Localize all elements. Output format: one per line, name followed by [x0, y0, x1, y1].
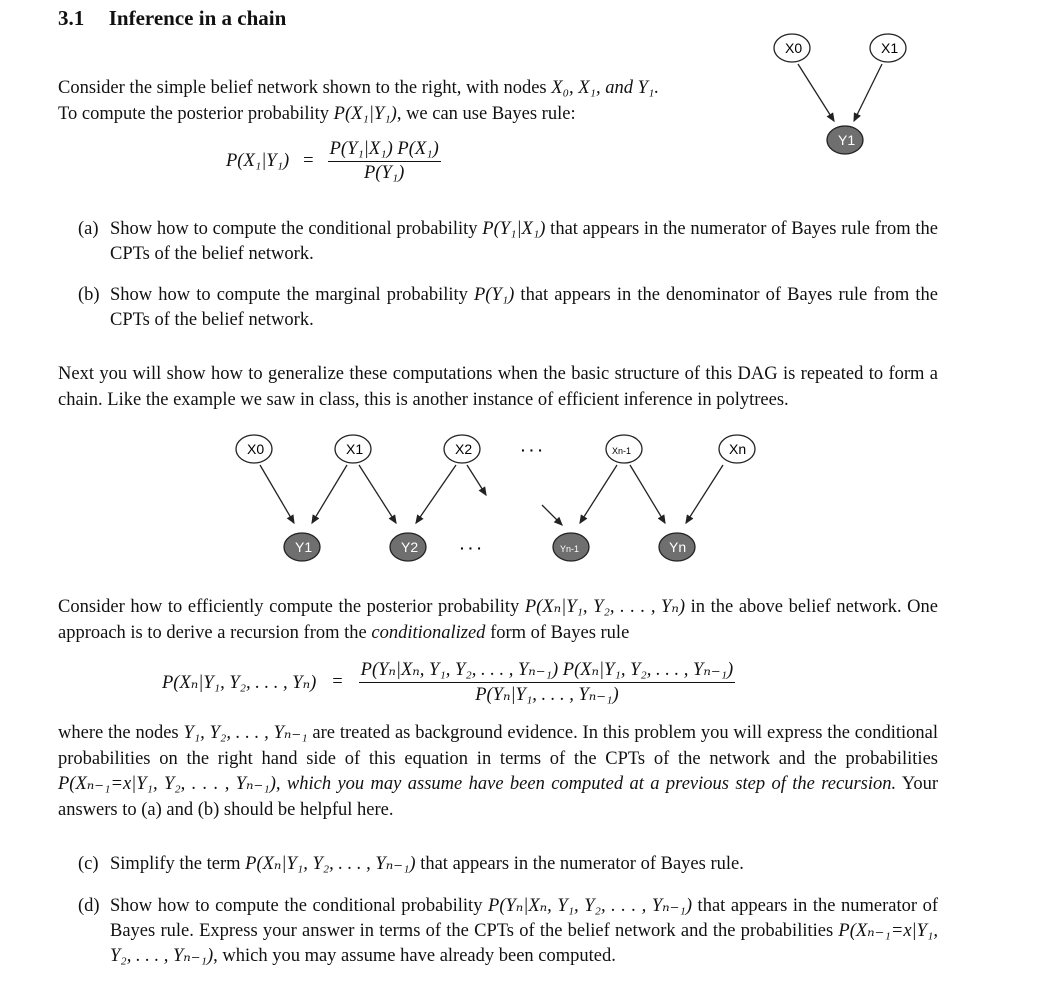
- item-c-label: (c): [78, 854, 99, 874]
- edge-in-yn-1: [542, 505, 562, 525]
- intro-expr: P(X₁|Y₁): [333, 103, 397, 124]
- where-text-3: Your answers to (a) and (b) should be helpful here.: [58, 774, 939, 820]
- consider-text-1: Consider how to efficiently compute the posterior probability: [58, 597, 525, 617]
- bayes-equation: [226, 139, 441, 184]
- chain-intro-text: Next you will show how to generalize these computations when the basic structure of this DAG is repeated to form a chain. Like the example we saw in class, this is another instance of efficient inference in polytrees.: [58, 364, 938, 410]
- top-ellipsis: · · ·: [521, 442, 543, 458]
- edge-xn-1-yn: [630, 465, 665, 523]
- item-c-expr: P(Xₙ|Y₁, Y₂, . . . , Yₙ₋₁): [245, 854, 416, 874]
- node-x1: [870, 34, 906, 62]
- where-text-2: are treated as background evidence. In this problem you will express the conditional probabilities on the right hand side of this equation in terms of the CPTs of the network and the probabilities: [58, 723, 938, 769]
- consider-text-3: form of Bayes rule: [485, 622, 630, 643]
- node-y1-label: Y1: [838, 132, 856, 148]
- node-x2: [444, 435, 480, 463]
- intro-nodes: X₀, X₁, and Y₁.: [551, 78, 659, 98]
- recursion-lhs: P(Xₙ|Y₁, Y₂, . . . , Yₙ): [162, 672, 317, 693]
- where-paragraph: [58, 721, 938, 823]
- section-number: 3.1: [58, 6, 85, 30]
- node-xn: [719, 435, 755, 463]
- item-b-text-2: that appears in the denominator of Bayes rule from the CPTs of the belief network.: [110, 285, 938, 330]
- edge-x0-y1: [260, 465, 294, 523]
- item-d-text-1: Show how to compute the conditional probability: [110, 896, 489, 916]
- item-b: [78, 283, 938, 333]
- item-a: [78, 217, 938, 267]
- recursion-equation: [162, 659, 735, 706]
- edge-x1-y1: [312, 465, 347, 523]
- node-yn: [659, 533, 695, 561]
- intro-text-2: To compute the posterior probability: [58, 103, 334, 124]
- bayes-denominator: P(Y₁): [364, 163, 405, 183]
- node-y2-label: Y2: [401, 539, 419, 555]
- item-c-text-2: that appears in the numerator of Bayes rule.: [415, 854, 744, 874]
- node-x1-label: X1: [346, 441, 364, 457]
- item-b-label: (b): [78, 285, 100, 305]
- edge-x2-y2: [416, 465, 456, 523]
- edge-xn-1-yn-1: [580, 465, 617, 523]
- recursion-equals: =: [332, 672, 343, 692]
- node-xn-1: [606, 435, 642, 463]
- item-c-text-1: Simplify the term: [110, 854, 246, 874]
- small-belief-network: [760, 24, 930, 164]
- edge-x0-y1: [798, 64, 834, 121]
- node-x0-label: X0: [247, 441, 265, 457]
- where-text-1: where the nodes: [58, 723, 184, 743]
- intro-paragraph: [58, 76, 758, 127]
- bayes-numerator: P(Y₁|X₁) P(X₁): [328, 139, 441, 162]
- item-d-text-3: , which you may assume have already been computed.: [213, 946, 616, 966]
- where-emph: , which you may assume have been computed at a previous step of the recursion.: [275, 774, 897, 794]
- node-x1-label: X1: [881, 40, 899, 56]
- equals-sign: =: [303, 151, 314, 171]
- node-yn-label: Yn: [669, 539, 687, 555]
- bayes-fraction: [328, 139, 441, 184]
- edge-x2-out: [467, 465, 486, 495]
- edge-xn-yn: [686, 465, 723, 523]
- item-b-expr: P(Y₁): [473, 285, 515, 305]
- intro-text-3: , we can use Bayes rule:: [396, 103, 576, 124]
- bottom-ellipsis: · · ·: [460, 540, 482, 556]
- item-a-label: (a): [78, 219, 99, 239]
- chain-intro-paragraph: [58, 362, 938, 413]
- section-title: Inference in a chain: [108, 6, 287, 30]
- where-nodes: Y₁, Y₂, . . . , Yₙ₋₁: [183, 723, 308, 743]
- item-d-text-2: that appears in the numerator of Bayes rule. Express your answer in terms of the CPTs of the belief network and the probabilities: [110, 896, 938, 941]
- item-d-label: (d): [78, 896, 100, 916]
- node-x0: [774, 34, 810, 62]
- node-y2: [390, 533, 426, 561]
- node-y1: [284, 533, 320, 561]
- node-x1: [335, 435, 371, 463]
- where-expr: P(Xₙ₋₁=x|Y₁, Y₂, . . . , Yₙ₋₁): [58, 774, 276, 794]
- item-a-text-1: Show how to compute the conditional probability: [110, 219, 483, 239]
- recursion-numerator: P(Yₙ|Xₙ, Y₁, Y₂, . . . , Yₙ₋₁) P(Xₙ|Y₁, Y₂, . . . , Yₙ₋₁): [359, 659, 736, 683]
- node-xn-1-label: Xn-1: [612, 446, 632, 456]
- chain-belief-network: [220, 425, 780, 575]
- item-d-expr-2: P(Xₙ₋₁=x|Y₁, Y₂, . . . , Yₙ₋₁): [110, 921, 938, 966]
- item-a-text-2: that appears in the numerator of Bayes rule from the CPTs of the belief network.: [110, 219, 938, 264]
- node-x0: [236, 435, 272, 463]
- node-x2-label: X2: [455, 441, 473, 457]
- edge-x1-y2: [359, 465, 396, 523]
- section-heading: [58, 6, 286, 31]
- item-b-text-1: Show how to compute the marginal probability: [110, 285, 474, 305]
- node-y1-label: Y1: [295, 539, 313, 555]
- item-d-expr: P(Yₙ|Xₙ, Y₁, Y₂, . . . , Yₙ₋₁): [488, 896, 692, 916]
- bayes-lhs: P(X₁|Y₁): [226, 151, 290, 171]
- recursion-fraction: [359, 659, 736, 706]
- intro-text-1: Consider the simple belief network shown to the right, with nodes: [58, 78, 552, 98]
- consider-expr: P(Xₙ|Y₁, Y₂, . . . , Yₙ): [524, 597, 685, 617]
- consider-text-2: in the above belief network. One approach is to derive a recursion from the: [58, 597, 938, 643]
- node-y1: [827, 126, 863, 154]
- item-a-expr: P(Y₁|X₁): [482, 219, 546, 239]
- node-x0-label: X0: [785, 40, 803, 56]
- node-yn-1: [553, 533, 589, 561]
- recursion-denominator: P(Yₙ|Y₁, . . . , Yₙ₋₁): [475, 685, 619, 705]
- consider-paragraph: [58, 595, 938, 646]
- consider-emph: conditionalized: [371, 622, 486, 643]
- item-d: [78, 894, 938, 969]
- edge-x1-y1: [854, 64, 882, 121]
- item-c: [78, 852, 938, 877]
- node-xn-label: Xn: [729, 441, 747, 457]
- node-yn-1-label: Yn-1: [560, 544, 580, 554]
